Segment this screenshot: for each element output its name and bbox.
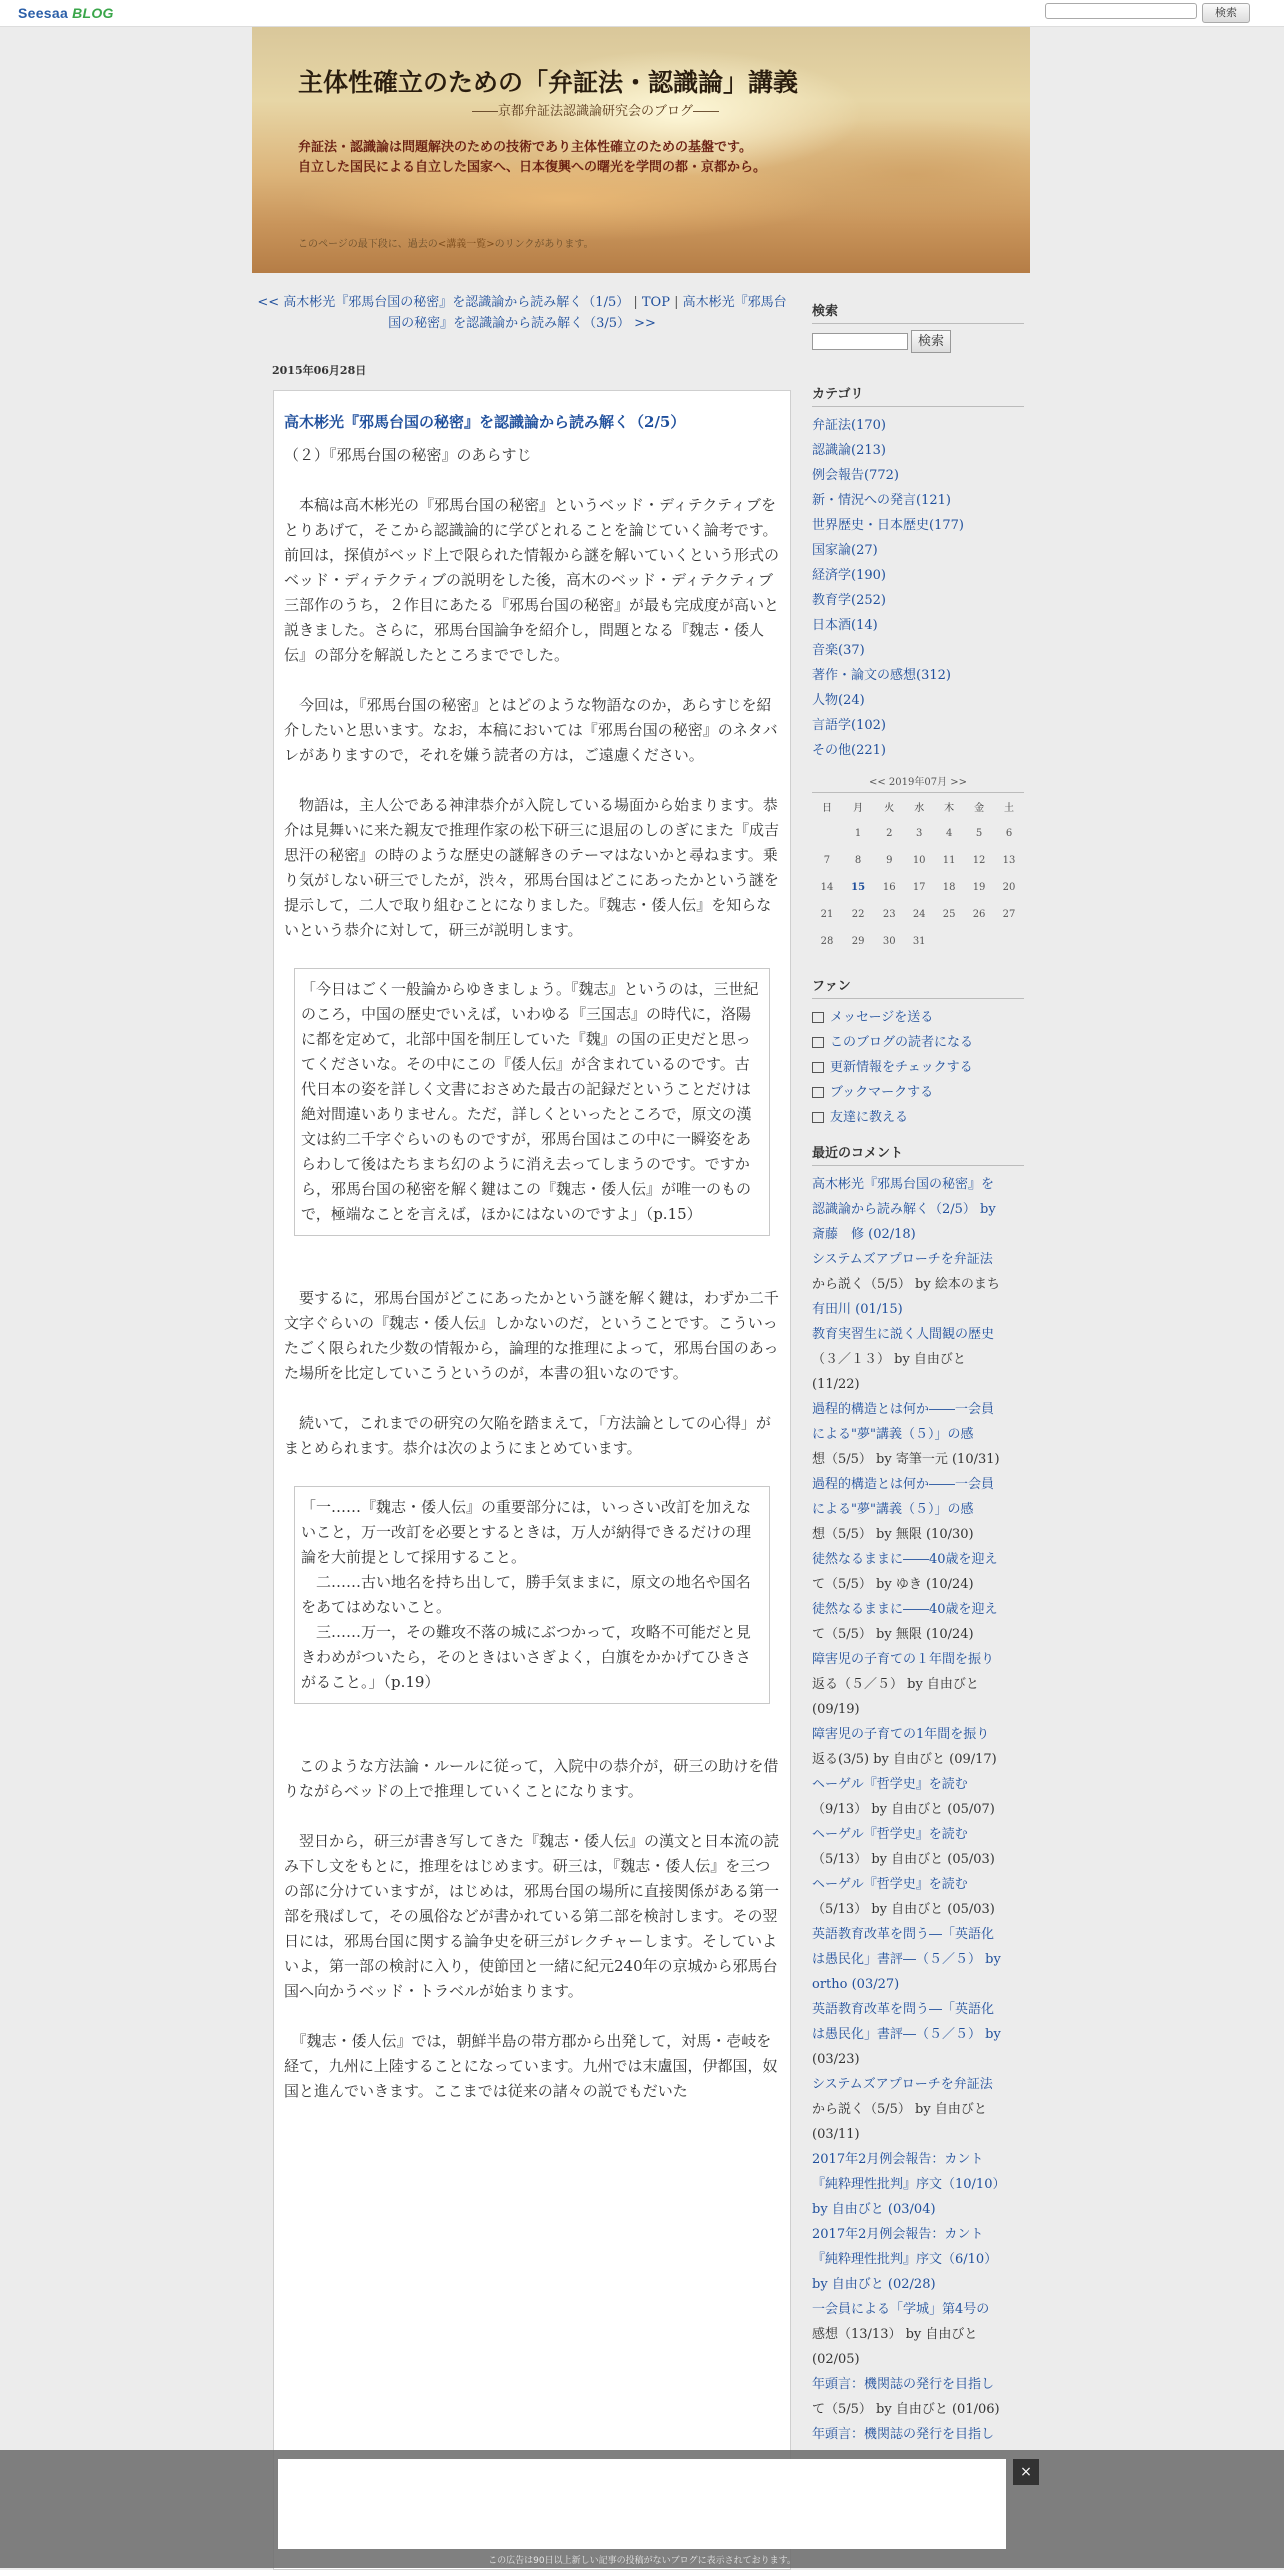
comment-line[interactable]: は愚民化」書評―（５／５） by: [812, 1952, 1001, 1967]
comment-line[interactable]: て（5/5） by 自由びと (01/06): [812, 2402, 1000, 2417]
recent-comments-list: [812, 1172, 1024, 2447]
comment-line[interactable]: 過程的構造とは何か――一会員: [812, 1402, 995, 1417]
blog-subtitle: ――京都弁証法認識論研究会のブログ――: [472, 104, 720, 119]
comment-line[interactable]: 想（5/5） by 寄筆一元 (10/31): [812, 1452, 1000, 1467]
paragraph: 物語は，主人公である神津恭介が入院している場面から始まります。恭介は見舞いに来た親友で推理作家の松下研三に退屈のしのぎにまた『成吉思汗の秘密』の時のような歴史の謎解きのテーマはないかと尋ねます。乗り気がしない研三でしたが，渋々，邪馬台国はどこにあったかという謎を提示して，二人で取り組むことになりました。『魏志・倭人伝』を知らないという恭介に対して，研三が説明します。: [284, 796, 780, 939]
category-item: [812, 513, 1024, 538]
logo-text-seesaa: Seesaa: [18, 5, 69, 21]
recent-comments-title: 最近のコメント: [812, 1142, 1024, 1166]
category-item: [812, 638, 1024, 663]
blog-description: [298, 138, 766, 178]
calendar-day: 18: [942, 882, 956, 893]
category-link[interactable]: 教育学(252): [812, 593, 886, 608]
quote-text: 「一……『魏志・倭人伝』の重要部分には，いっさい改訂を加えないこと，万一改訂を必要とするときは，万人が納得できるだけの理論を大前提として採用すること。: [301, 1498, 752, 1566]
top-search-input[interactable]: [1045, 3, 1197, 19]
comment-line[interactable]: 返る（５／５） by 自由びと: [812, 1677, 979, 1692]
calendar-day: 1: [854, 828, 862, 839]
calendar-day: 31: [912, 936, 926, 947]
fan-item: [812, 1005, 1024, 1030]
category-item: [812, 563, 1024, 588]
paragraph: 翌日から，研三が書き写してきた『魏志・倭人伝』の漢文と日本流の読み下し文をもとに，推理をはじめます。研三は，『魏志・倭人伝』を三つの部に分けていますが，はじめは，邪馬台国の場所に直接関係がある第一部を飛ばして，その風俗などが書かれている第二部を検討します。その翌日には，邪馬台国に関する論争史を研三がレクチャーします。そしていよいよ，第一部の検討に入り，使節団と一緒に紀元240年の京城から邪馬台国へ向かうベッド・トラベルが始まります。: [284, 1832, 780, 2000]
calendar-day: 8: [854, 855, 862, 866]
fan-link[interactable]: ブックマークする: [830, 1085, 934, 1100]
comment-line[interactable]: による"夢"講義（５）」の感: [812, 1502, 974, 1517]
calendar-week-row: [812, 928, 1024, 955]
comment-line[interactable]: (02/05): [812, 2352, 860, 2367]
article-title[interactable]: 高木彬光『邪馬台国の秘密』を認識論から読み解く（2/5）: [284, 413, 686, 431]
calendar-day[interactable]: 15: [851, 882, 866, 893]
calendar-day: [934, 928, 964, 955]
calendar-weekday: 金: [974, 803, 985, 814]
paragraph: 要するに，邪馬台国がどこにあったかという謎を解く鍵は，わずか二千文字ぐらいの『魏志・倭人伝』しかないのだ，ということです。こういったごく限られた少数の情報から，論理的な推理によって，邪馬台国のあった場所を比定していこうというのが，本書の狙いなのです。: [284, 1289, 779, 1382]
quote-text: 「今日はごく一般論からゆきましょう。『魏志』というのは，三世紀のころ，中国の歴史でいえば，いわゆる『三国志』の時代に，洛陽に都を定めて，北部中国を制圧していた『魏』の国の正史だと思ってくださいな。その中にこの『倭人伝』が含まれているのです。古代日本の姿を詳しく文書におさめた最古の記録だということだけは絶対間違いありません。ただ，詳しくといったところで，原文の漢文は約二千字ぐらいのものですが，邪馬台国はこの中に一瞬姿をあらわして後はたちまち幻のように消え去ってしまうのです。ですから，邪馬台国の秘密を解く鍵はこの『魏志・倭人伝』が唯一のもので，極端なことを言えば，ほかにはないのですよ」（p.15）: [301, 980, 759, 1223]
calendar-day: 2: [886, 828, 893, 839]
paragraph: 本稿は高木彬光の『邪馬台国の秘密』というベッド・ディテクティブをとりあげて，そこから認識論的に学びとれることを論じていく論考です。前回は，探偵がベッド上で限られた情報から謎を解いていくという形式のベッド・ディテクティブの説明をした後，高木のベッド・ディテクティブ三部作のうち，２作目にあたる『邪馬台国の秘密』が最も完成度が高いと説きました。さらに，邪馬台国論争を紹介し，問題となる『魏志・倭人伝』の部分を解説したところまででした。: [284, 496, 780, 664]
comment-line[interactable]: ヘーゲル『哲学史』を読む: [812, 1877, 968, 1892]
comment-line[interactable]: て（5/5） by 無限 (10/24): [812, 1627, 974, 1642]
fan-link[interactable]: 友達に教える: [830, 1110, 909, 1125]
calendar-day: 6: [1005, 828, 1013, 839]
comment-line[interactable]: (03/11): [812, 2127, 860, 2142]
calendar-day: 3: [916, 828, 923, 839]
comment-line[interactable]: 2017年2月例会報告：カント: [812, 2152, 984, 2167]
top-link[interactable]: TOP: [641, 295, 670, 310]
paragraph: 『魏志・倭人伝』では，朝鮮半島の帯方郡から出発して，対馬・壱岐を経て，九州に上陸することになっています。九州では末盧国，伊都国，奴国と進んでいきます。ここまでは従来の諸々の説でもだいた: [284, 2032, 778, 2100]
spacer: [284, 1236, 780, 1286]
prev-article-link[interactable]: << 高木彬光『邪馬台国の秘密』を認識論から読み解く（1/5）: [257, 295, 630, 310]
category-item: [812, 588, 1024, 613]
category-link[interactable]: 国家論(27): [812, 543, 878, 558]
quote-text: 二……古い地名を持ち出して，勝手気ままに，原文の地名や国名をあてはめないこと。: [301, 1573, 751, 1616]
banner-note-prefix: このページの最下段に、過去の: [298, 239, 438, 250]
category-item: [812, 663, 1024, 688]
category-item: [812, 613, 1024, 638]
category-link[interactable]: 経済学(190): [812, 568, 886, 583]
calendar: [812, 792, 1024, 955]
category-link[interactable]: 弁証法(170): [812, 418, 886, 433]
category-link[interactable]: 音楽(37): [812, 643, 865, 658]
comment-line[interactable]: 有田川 (01/15): [812, 1302, 903, 1317]
calendar-day: [994, 928, 1024, 955]
rss-icon: [812, 1062, 824, 1073]
comment-line[interactable]: ヘーゲル『哲学史』を読む: [812, 1827, 968, 1842]
category-link[interactable]: 世界歴史・日本歴史(177): [812, 518, 964, 533]
calendar-day: 28: [820, 936, 834, 947]
category-item: [812, 463, 1024, 488]
logo-text-blog: BLOG: [72, 5, 114, 21]
category-item: [812, 738, 1024, 763]
calendar-title[interactable]: << 2019年07月 >>: [868, 777, 968, 788]
comment-line[interactable]: ヘーゲル『哲学史』を読む: [812, 1777, 968, 1792]
comment-line[interactable]: (11/22): [812, 1377, 860, 1392]
comment-line[interactable]: 認識論から読み解く（2/5） by: [812, 1202, 996, 1217]
comment-line[interactable]: (03/23): [812, 2052, 860, 2067]
comment-line[interactable]: ortho (03/27): [812, 1977, 900, 1992]
article-navigation: [252, 292, 792, 334]
calendar-day: 4: [945, 828, 953, 839]
calendar-day: 13: [1002, 855, 1016, 866]
close-icon[interactable]: ×: [1013, 2459, 1039, 2485]
category-link[interactable]: 日本酒(14): [812, 618, 878, 633]
category-list: [812, 413, 1024, 763]
comment-line[interactable]: 返る(3/5) by 自由びと (09/17): [812, 1752, 997, 1767]
category-item: [812, 438, 1024, 463]
calendar-day: 14: [820, 882, 834, 893]
calendar-weekday: 月: [853, 803, 864, 814]
comment-line[interactable]: 『純粋理性批判』序文（6/10）: [812, 2252, 998, 2267]
top-search-button[interactable]: 検索: [1202, 3, 1250, 23]
calendar-weekday: 木: [944, 803, 955, 814]
calendar-day: 25: [942, 909, 956, 920]
fan-item: [812, 1080, 1024, 1105]
ad-banner[interactable]: [278, 2459, 1006, 2549]
comment-line[interactable]: by 自由びと (03/04): [812, 2202, 936, 2217]
comment-line[interactable]: 想（5/5） by 無限 (10/30): [812, 1527, 974, 1542]
section-heading: （２）『邪馬台国の秘密』のあらすじ: [284, 446, 532, 464]
article-body: [284, 443, 780, 2129]
calendar-weekday: 水: [914, 803, 925, 814]
calendar-day: 21: [820, 909, 834, 920]
calendar-day: 11: [942, 855, 956, 866]
calendar-week-row: [812, 847, 1024, 874]
calendar-day: 7: [823, 855, 831, 866]
category-link[interactable]: その他(221): [812, 743, 886, 758]
article-date: 2015年06月28日: [272, 364, 367, 377]
calendar-day: [812, 820, 842, 847]
blog-header-banner: [252, 27, 1030, 273]
ad-notice: この広告は90日以上新しい記事の投稿がないブログに表示されております。: [488, 2556, 796, 2566]
fan-link[interactable]: このブログの読者になる: [830, 1035, 974, 1050]
comment-line[interactable]: (09/19): [812, 1702, 860, 1717]
comment-line[interactable]: 2017年2月例会報告：カント: [812, 2227, 984, 2242]
bookmark-icon: [812, 1087, 824, 1098]
paragraph: 今回は，『邪馬台国の秘密』とはどのような物語なのか，あらすじを紹介したいと思います。なお，本稿においては『邪馬台国の秘密』のネタバレがありますので，それを嫌う読者の方は，ご遠慮ください。: [284, 696, 778, 764]
comment-line[interactable]: による"夢"講義（５）」の感: [812, 1427, 974, 1442]
calendar-day: 30: [882, 936, 896, 947]
fan-item: [812, 1030, 1024, 1055]
calendar-day: 17: [912, 882, 926, 893]
calendar-week-row: [812, 874, 1024, 901]
banner-note-suffix: のリンクがあります。: [494, 239, 594, 250]
comment-line[interactable]: 英語教育改革を問う―「英語化: [812, 2002, 995, 2017]
calendar-day: 22: [851, 909, 865, 920]
comment-line[interactable]: 感想（13/13） by 自由びと: [812, 2327, 978, 2342]
comment-line[interactable]: 英語教育改革を問う―「英語化: [812, 1927, 995, 1942]
comment-line[interactable]: 一会員による「学城」第4号の: [812, 2302, 990, 2317]
sidebar-search-input[interactable]: [812, 333, 908, 350]
calendar-week-row: [812, 820, 1024, 847]
calendar-weekday: 日: [821, 803, 832, 814]
category-link[interactable]: 認識論(213): [812, 443, 886, 458]
comment-line[interactable]: （5/13） by 自由びと (05/03): [812, 1852, 995, 1867]
calendar-day: 27: [1002, 909, 1016, 920]
blog-description-line1: 弁証法・認識論は問題解決のための技術であり主体性確立のための基盤です。: [298, 140, 752, 155]
comment-line[interactable]: 年頭言：機関誌の発行を目指し: [812, 2377, 995, 2392]
comment-line[interactable]: 過程的構造とは何か――一会員: [812, 1477, 995, 1492]
reader-icon: [812, 1037, 824, 1048]
category-link[interactable]: 人物(24): [812, 693, 865, 708]
banner-note: [298, 235, 594, 250]
calendar-weekday: 火: [884, 803, 895, 814]
blockquote: [294, 968, 770, 1236]
mail-icon: [812, 1012, 824, 1023]
calendar-day: 24: [912, 909, 926, 920]
spacer: [284, 1704, 780, 1754]
fan-item: [812, 1055, 1024, 1080]
calendar-day: 19: [972, 882, 986, 893]
calendar-day: 26: [972, 909, 986, 920]
category-link[interactable]: 著作・論文の感想(312): [812, 668, 951, 683]
category-link[interactable]: 例会報告(772): [812, 468, 899, 483]
quote-text: 三……万一，その難攻不落の城にぶつかって，攻略不可能だと見きわめがついたら，そのときはいさぎよく，白旗をかかげてひきさがること。」（p.19）: [301, 1623, 751, 1691]
sidebar: [812, 300, 1024, 2447]
comment-line[interactable]: 徒然なるままに――40歳を迎え: [812, 1552, 998, 1567]
comment-line[interactable]: 障害児の子育ての１年間を振り: [812, 1652, 995, 1667]
fan-link[interactable]: 更新情報をチェックする: [830, 1060, 973, 1075]
calendar-day: 12: [972, 855, 986, 866]
comment-line[interactable]: から説く（5/5） by 自由びと: [812, 2102, 987, 2117]
comment-line[interactable]: （３／１３） by 自由びと: [812, 1352, 966, 1367]
category-item: [812, 713, 1024, 738]
calendar-day: 9: [886, 855, 893, 866]
top-bar: [0, 0, 1284, 27]
fan-item: [812, 1105, 1024, 1130]
comment-line[interactable]: by 自由びと (02/28): [812, 2277, 936, 2292]
category-item: [812, 688, 1024, 713]
calendar-day: 29: [851, 936, 865, 947]
paragraph: 続いて，これまでの研究の欠陥を踏まえて，「方法論としての心得」がまとめられます。恭介は次のようにまとめています。: [284, 1414, 771, 1457]
comment-line[interactable]: 教育実習生に説く人間観の歴史: [812, 1327, 995, 1342]
calendar-day: [964, 928, 994, 955]
category-item: [812, 538, 1024, 563]
comment-line[interactable]: （5/13） by 自由びと (05/03): [812, 1902, 995, 1917]
article-box: [273, 390, 791, 2570]
category-item: [812, 413, 1024, 438]
comment-line[interactable]: は愚民化」書評―（５／５） by: [812, 2027, 1001, 2042]
comment-line[interactable]: 徒然なるままに――40歳を迎え: [812, 1602, 998, 1617]
calendar-day: 23: [882, 909, 896, 920]
calendar-weekday-row: [812, 793, 1024, 821]
nav-separator: |: [633, 295, 642, 310]
comment-line[interactable]: 『純粋理性批判』序文（10/10）: [812, 2177, 1006, 2192]
sidebar-search: [812, 330, 1024, 353]
calendar-day: 16: [882, 882, 896, 893]
category-title: カテゴリ: [812, 383, 1024, 407]
blog-title[interactable]: 主体性確立のための「弁証法・認識論」講義: [298, 68, 799, 97]
fan-title: ファン: [812, 975, 1024, 999]
lecture-list-link[interactable]: <講義一覧>: [437, 239, 495, 250]
calendar-weekday: 土: [1004, 803, 1015, 814]
comment-line[interactable]: （9/13） by 自由びと (05/07): [812, 1802, 995, 1817]
fan-link[interactable]: メッセージを送る: [830, 1010, 934, 1025]
comment-line[interactable]: 障害児の子育ての1年間を振り: [812, 1727, 990, 1742]
comment-line[interactable]: 年頭言：機関誌の発行を目指し: [812, 2427, 995, 2442]
category-item: [812, 488, 1024, 513]
seesaa-logo[interactable]: [18, 5, 114, 21]
comment-line[interactable]: から説く（5/5） by 絵本のまち: [812, 1277, 1000, 1292]
category-link[interactable]: 新・情況への発言(121): [812, 493, 951, 508]
comment-line[interactable]: システムズアプローチを弁証法: [812, 2077, 993, 2092]
calendar-week-row: [812, 901, 1024, 928]
blockquote: [294, 1486, 770, 1704]
comment-line[interactable]: て（5/5） by ゆき (10/24): [812, 1577, 974, 1592]
paragraph: このような方法論・ルールに従って，入院中の恭介が，研三の助けを借りながらベッドの上で推理していくことになります。: [284, 1757, 779, 1800]
calendar-day: 10: [912, 855, 926, 866]
next-article-link[interactable]: 高木彬光『邪馬台国の秘密』を認識論から読み解く（3/5） >>: [388, 295, 787, 331]
comment-line[interactable]: システムズアプローチを弁証法: [812, 1252, 993, 1267]
sidebar-search-title: 検索: [812, 300, 1024, 324]
calendar-day: 20: [1002, 882, 1016, 893]
calendar-day: 5: [975, 828, 983, 839]
blog-description-line2: 自立した国民による自立した国家へ、日本復興への曙光を学問の都・京都から。: [298, 160, 767, 175]
category-link[interactable]: 言語学(102): [812, 718, 886, 733]
fan-list: [812, 1005, 1024, 1130]
sidebar-search-button[interactable]: 検索: [911, 330, 951, 353]
friend-icon: [812, 1112, 824, 1123]
comment-line[interactable]: 高木彬光『邪馬台国の秘密』を: [812, 1177, 995, 1192]
nav-separator: |: [669, 295, 683, 310]
comment-line[interactable]: 斎藤 修 (02/18): [812, 1227, 916, 1242]
